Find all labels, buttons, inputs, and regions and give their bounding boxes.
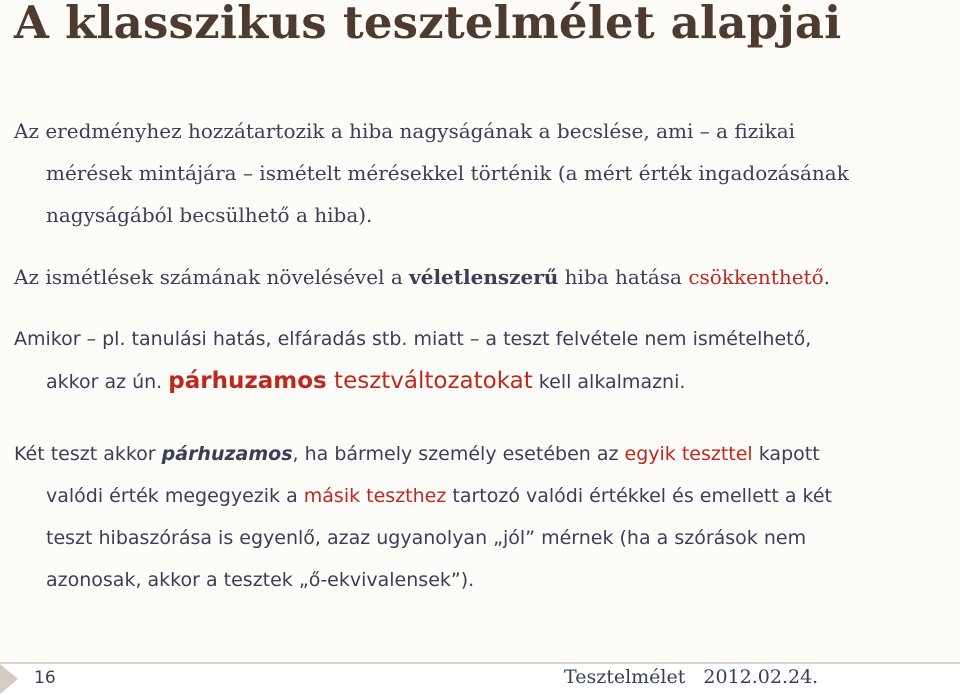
paragraph-error-estimation <box>14 110 944 236</box>
p3-emphasis-parallel: párhuzamos <box>168 368 327 394</box>
p4-emphasis-parallel: párhuzamos <box>161 443 293 465</box>
paragraph-definition <box>14 433 944 601</box>
footer-divider <box>0 662 960 664</box>
p4-text-a: Két teszt akkor <box>14 443 162 465</box>
p2-emphasis-reducible: csökkenthető <box>688 265 824 289</box>
p4-text-f: valódi érték megegyezik a <box>46 485 304 507</box>
footer-info <box>564 666 818 688</box>
p3-line2 <box>14 360 944 403</box>
slide-title: A klasszikus tesztelmélet alapjai <box>14 0 842 49</box>
paragraph-repetition <box>14 256 944 298</box>
p4-line4: azonosak, akkor a tesztek „ő-ekvivalensek”). <box>46 569 475 591</box>
p2-text-c: hiba hatása <box>558 265 689 289</box>
p2-emphasis-random: véletlenszerű <box>409 265 559 289</box>
p4-line3: teszt hibaszórása is egyenlő, azaz ugyanolyan „jól” mérnek (ha a szórások nem <box>46 527 807 549</box>
p3-line1: Amikor – pl. tanulási hatás, elfáradás stb. miatt – a teszt felvétele nem ismételhető, <box>14 328 812 350</box>
p4-text-e: kapott <box>752 443 820 465</box>
footer-arrow-icon <box>0 664 18 694</box>
p1-line3: nagyságából becsülhető a hiba). <box>46 203 373 227</box>
p4-emphasis-other-test: másik teszthez <box>303 485 447 507</box>
p1-line2: mérések mintájára – ismételt mérésekkel történik (a mért érték ingadozásának <box>46 161 849 185</box>
p4-line2 <box>14 475 944 517</box>
p3-text-d: kell alkalmazni. <box>532 371 686 393</box>
footer-date: 2012.02.24. <box>703 666 819 688</box>
p3-emphasis-test-versions: tesztváltozatokat <box>326 368 533 394</box>
p2-text-e: . <box>823 265 830 289</box>
p4-text-c: , ha bármely személy esetében az <box>292 443 625 465</box>
page-number: 16 <box>34 668 56 688</box>
footer-course: Tesztelmélet <box>564 666 686 688</box>
p2-text-a: Az ismétlések számának növelésével a <box>14 265 410 289</box>
p3-text-a: akkor az ún. <box>46 371 169 393</box>
p4-emphasis-one-test: egyik teszttel <box>624 443 753 465</box>
paragraph-parallel-forms <box>14 318 944 403</box>
p4-text-h: tartozó valódi értékkel és emellett a két <box>446 485 832 507</box>
p1-line1: Az eredményhez hozzátartozik a hiba nagyságának a becslése, ami – a fizikai <box>14 119 796 143</box>
